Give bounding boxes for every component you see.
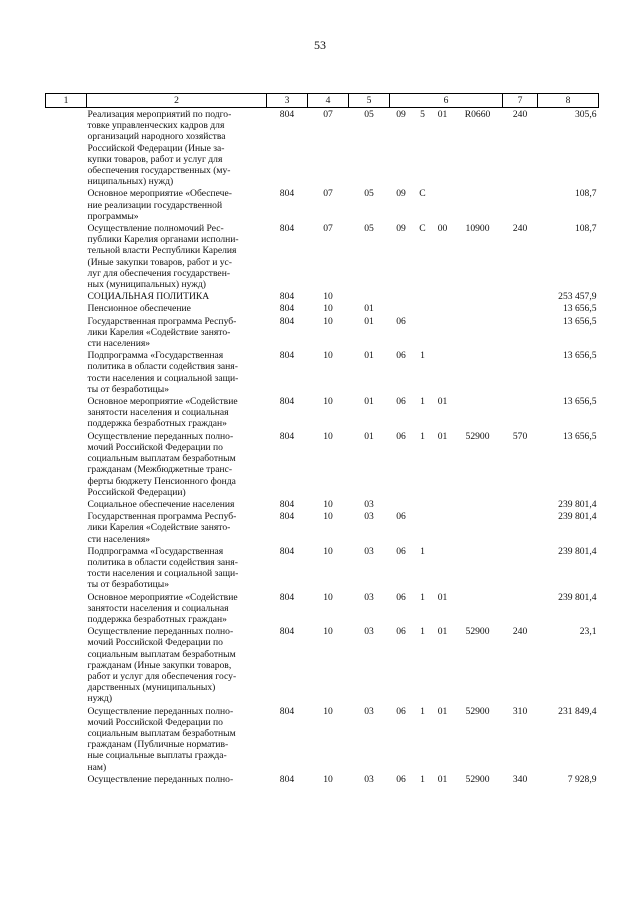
- subprogram-code: [413, 316, 433, 351]
- table-row: [46, 223, 599, 291]
- section-code: 10: [323, 511, 333, 523]
- activity-code: [433, 511, 453, 546]
- subprogram-code: 1: [420, 773, 425, 785]
- section-code: 07: [323, 109, 333, 120]
- expense-type-code: [503, 396, 538, 431]
- program-code: [390, 499, 413, 511]
- direction-code: [453, 303, 503, 315]
- section-code: 10: [323, 705, 333, 717]
- subprogram-code: [413, 303, 433, 315]
- table-row: [46, 303, 599, 315]
- col-1-cell: [46, 188, 87, 223]
- activity-code: 01: [437, 109, 448, 120]
- expense-type-code: 340: [512, 773, 528, 785]
- line-item-name: Подпрограмма «Государственная политика в области содействия заня- тости населения и социальной защи- ты от безработицы»: [87, 545, 239, 591]
- subprogram-code: 1: [420, 430, 425, 442]
- direction-code: [453, 396, 503, 431]
- program-code: 06: [396, 430, 406, 442]
- ministry-code: 804: [279, 109, 295, 120]
- program-code: [390, 303, 413, 315]
- activity-code: [433, 546, 453, 592]
- amount: 239 801,4: [558, 591, 597, 603]
- subprogram-code: 1: [420, 626, 425, 638]
- direction-code: [453, 291, 503, 303]
- section-code: 10: [323, 350, 333, 362]
- line-item-name: Основное мероприятие «Обеспече- ние реализации государственной программы»: [87, 188, 232, 222]
- col-1-cell: [46, 396, 87, 431]
- expense-type-code: 240: [512, 626, 528, 638]
- subprogram-code: 1: [420, 591, 425, 603]
- subsection-code: 03: [364, 773, 374, 785]
- subprogram-code: С: [419, 223, 426, 235]
- section-code: 10: [323, 430, 333, 442]
- program-code: 06: [396, 511, 406, 523]
- amount: 253 457,9: [558, 291, 597, 303]
- activity-code: [433, 316, 453, 351]
- amount: 23,1: [579, 626, 597, 638]
- subprogram-code: 1: [420, 705, 425, 717]
- activity-code: [433, 350, 453, 396]
- col-1-cell: [46, 303, 87, 315]
- amount: 305,6: [574, 109, 597, 120]
- direction-code: 52900: [465, 430, 490, 442]
- ministry-code: 804: [279, 303, 295, 315]
- col-1-cell: [46, 316, 87, 351]
- header-col-2: 2: [87, 94, 267, 108]
- program-code: 06: [396, 396, 406, 408]
- subsection-code: 03: [364, 591, 374, 603]
- section-code: 10: [323, 291, 333, 303]
- table-row: [46, 291, 599, 303]
- ministry-code: 804: [279, 545, 295, 557]
- amount: 108,7: [574, 188, 597, 200]
- program-code: 06: [396, 773, 406, 785]
- subprogram-code: 1: [420, 396, 425, 408]
- activity-code: 01: [437, 705, 448, 717]
- line-item-name: Социальное обеспечение населения: [87, 498, 235, 510]
- expense-type-code: [503, 511, 538, 546]
- subsection-code: 03: [364, 626, 374, 638]
- activity-code: 01: [437, 591, 448, 603]
- col-1-cell: [46, 592, 87, 627]
- ministry-code: 804: [279, 223, 295, 235]
- amount: 13 656,5: [562, 430, 597, 442]
- activity-code: 01: [437, 773, 448, 785]
- col-1-cell: [46, 774, 87, 786]
- section-code: 10: [323, 396, 333, 408]
- col-1-cell: [46, 706, 87, 774]
- direction-code: [453, 546, 503, 592]
- col-1-cell: [46, 546, 87, 592]
- ministry-code: 804: [279, 188, 295, 200]
- subsection-code: 03: [364, 705, 374, 717]
- subsection-code: 01: [364, 350, 374, 362]
- direction-code: [453, 316, 503, 351]
- program-code: 09: [396, 188, 406, 200]
- ministry-code: 804: [279, 396, 295, 408]
- col-1-cell: [46, 626, 87, 705]
- direction-code: [453, 350, 503, 396]
- expense-type-code: 570: [512, 430, 528, 442]
- ministry-code: 804: [279, 350, 295, 362]
- amount: 7 928,9: [567, 773, 597, 785]
- section-code: 10: [323, 303, 333, 315]
- ministry-code: 804: [279, 705, 295, 717]
- expense-type-code: [503, 499, 538, 511]
- program-code: 06: [396, 626, 406, 638]
- program-code: 06: [396, 545, 406, 557]
- direction-code: 10900: [465, 223, 490, 235]
- section-code: 10: [323, 591, 333, 603]
- header-col-5: 5: [349, 94, 390, 108]
- amount: 239 801,4: [558, 498, 597, 510]
- line-item-name: Реализация мероприятий по подго- товке управленческих кадров для организаций народного хозяйства Российской Федерации (Иные за- купки товаров, работ и услуг для обеспечения государственных (му- ниципальных) нужд): [87, 109, 232, 188]
- table-row: [46, 626, 599, 705]
- table-row: [46, 511, 599, 546]
- line-item-name: Основное мероприятие «Содействие занятости населения и социальная поддержка безработных граждан»: [87, 396, 238, 430]
- expense-type-code: [503, 350, 538, 396]
- table-row: [46, 350, 599, 396]
- table-row: [46, 706, 599, 774]
- activity-code: [433, 303, 453, 315]
- amount: 108,7: [574, 223, 597, 235]
- line-item-name: Осуществление переданных полно- мочий Российской Федерации по социальным выплатам безработным гражданам (Иные закупки товаров, работ и услуг для обеспечения госу- дарственных (муниципальных) нужд): [87, 626, 237, 705]
- subsection-code: 05: [364, 223, 374, 235]
- program-code: 09: [396, 109, 406, 120]
- line-item-name: Осуществление полномочий Рес- публики Карелия органами исполни- тельной власти Республики Карелия (Иные закупки товаров, работ и ус- луг для обеспечения государствен- ных (муниципальных) нужд): [87, 223, 239, 291]
- ministry-code: 804: [279, 430, 295, 442]
- program-code: 06: [396, 705, 406, 717]
- amount: 239 801,4: [558, 511, 597, 523]
- line-item-name: СОЦИАЛЬНАЯ ПОЛИТИКА: [87, 291, 210, 303]
- program-code: [390, 291, 413, 303]
- program-code: 06: [396, 350, 406, 362]
- line-item-name: Осуществление переданных полно- мочий Российской Федерации по социальным выплатам безработным гражданам (Публичные норматив- ные социальные выплаты гражда- нам): [87, 705, 236, 773]
- subsection-code: 05: [364, 109, 374, 120]
- line-item-name: Подпрограмма «Государственная политика в области содействия заня- тости населения и социальной защи- ты от безработицы»: [87, 350, 239, 395]
- expense-type-code: [503, 592, 538, 627]
- table-row: [46, 188, 599, 223]
- col-1-cell: [46, 108, 87, 189]
- subsection-code: 05: [364, 188, 374, 200]
- subprogram-code: [413, 291, 433, 303]
- activity-code: 01: [437, 626, 448, 638]
- direction-code: 52900: [465, 626, 490, 638]
- table-row: [46, 499, 599, 511]
- section-code: 10: [323, 773, 333, 785]
- line-item-name: Осуществление переданных полно-: [87, 773, 234, 785]
- col-1-cell: [46, 511, 87, 546]
- subsection-code: 03: [364, 545, 374, 557]
- ministry-code: 804: [279, 591, 295, 603]
- header-col-6: 6: [390, 94, 503, 108]
- expense-type-code: [503, 188, 538, 223]
- section-code: 10: [323, 545, 333, 557]
- direction-code: [453, 499, 503, 511]
- amount: 13 656,5: [562, 396, 597, 408]
- expense-type-code: [503, 546, 538, 592]
- ministry-code: 804: [279, 315, 295, 327]
- section-code: 07: [323, 188, 333, 200]
- line-item-name: Основное мероприятие «Содействие занятости населения и социальная поддержка безработных граждан»: [87, 591, 238, 625]
- activity-code: [433, 291, 453, 303]
- subsection-code: 03: [364, 498, 374, 510]
- amount: 13 656,5: [562, 350, 597, 362]
- page-number: 53: [314, 38, 326, 52]
- ministry-code: 804: [279, 773, 295, 785]
- section-code: 10: [323, 498, 333, 510]
- table-row: [46, 396, 599, 431]
- table-row: [46, 431, 599, 499]
- ministry-code: 804: [279, 498, 295, 510]
- subsection-code: 01: [364, 430, 374, 442]
- table-row: [46, 108, 599, 189]
- subprogram-code: 1: [420, 350, 425, 362]
- table-body: [46, 108, 599, 786]
- activity-code: [433, 188, 453, 223]
- ministry-code: 804: [279, 511, 295, 523]
- line-item-name: Пенсионное обеспечение: [87, 303, 191, 315]
- subsection-code: [349, 291, 390, 303]
- header-col-7: 7: [503, 94, 538, 108]
- activity-code: 01: [437, 396, 448, 408]
- amount: 13 656,5: [562, 303, 597, 315]
- subprogram-code: С: [419, 188, 426, 200]
- activity-code: 01: [437, 430, 448, 442]
- expense-type-code: [503, 316, 538, 351]
- expense-type-code: 240: [512, 109, 528, 120]
- subprogram-code: [413, 499, 433, 511]
- expense-type-code: 240: [512, 223, 528, 235]
- col-1-cell: [46, 223, 87, 291]
- subsection-code: 01: [364, 315, 374, 327]
- header-col-3: 3: [267, 94, 308, 108]
- header-row: [46, 94, 599, 108]
- direction-code: [453, 592, 503, 627]
- expense-type-code: [503, 303, 538, 315]
- line-item-name: Государственная программа Респуб- лики Карелия «Содействие занято- сти населения»: [87, 511, 237, 545]
- activity-code: [433, 499, 453, 511]
- expense-type-code: 310: [512, 705, 528, 717]
- col-1-cell: [46, 291, 87, 303]
- direction-code: 52900: [465, 705, 490, 717]
- program-code: 09: [396, 223, 406, 235]
- program-code: 06: [396, 591, 406, 603]
- section-code: 07: [323, 223, 333, 235]
- line-item-name: Государственная программа Респуб- лики Карелия «Содействие занято- сти населения»: [87, 315, 237, 350]
- direction-code: 52900: [465, 773, 490, 785]
- header-col-4: 4: [308, 94, 349, 108]
- budget-table: [45, 93, 599, 786]
- col-1-cell: [46, 431, 87, 499]
- table-row: [46, 316, 599, 351]
- subprogram-code: 5: [420, 109, 425, 120]
- amount: 239 801,4: [558, 545, 597, 557]
- section-code: 10: [323, 626, 333, 638]
- program-code: 06: [396, 315, 406, 327]
- section-code: 10: [323, 315, 333, 327]
- amount: 231 849,4: [558, 705, 597, 717]
- table-row: [46, 592, 599, 627]
- direction-code: [453, 511, 503, 546]
- header-col-8: 8: [538, 94, 599, 108]
- activity-code: 00: [437, 223, 448, 235]
- subsection-code: 03: [364, 511, 374, 523]
- direction-code: R0660: [464, 109, 491, 120]
- subprogram-code: 1: [420, 545, 425, 557]
- col-1-cell: [46, 499, 87, 511]
- amount: 13 656,5: [562, 315, 597, 327]
- subsection-code: 01: [364, 303, 374, 315]
- header-col-1: 1: [46, 94, 87, 108]
- subsection-code: 01: [364, 396, 374, 408]
- ministry-code: 804: [279, 626, 295, 638]
- table-row: [46, 774, 599, 786]
- direction-code: [453, 188, 503, 223]
- col-1-cell: [46, 350, 87, 396]
- table-row: [46, 546, 599, 592]
- ministry-code: 804: [279, 291, 295, 303]
- line-item-name: Осуществление переданных полно- мочий Российской Федерации по социальным выплатам безработным гражданам (Межбюджетные транс- ферты бюджету Пенсионного фонда Российской Федерации): [87, 430, 236, 498]
- expense-type-code: [503, 291, 538, 303]
- subprogram-code: [413, 511, 433, 546]
